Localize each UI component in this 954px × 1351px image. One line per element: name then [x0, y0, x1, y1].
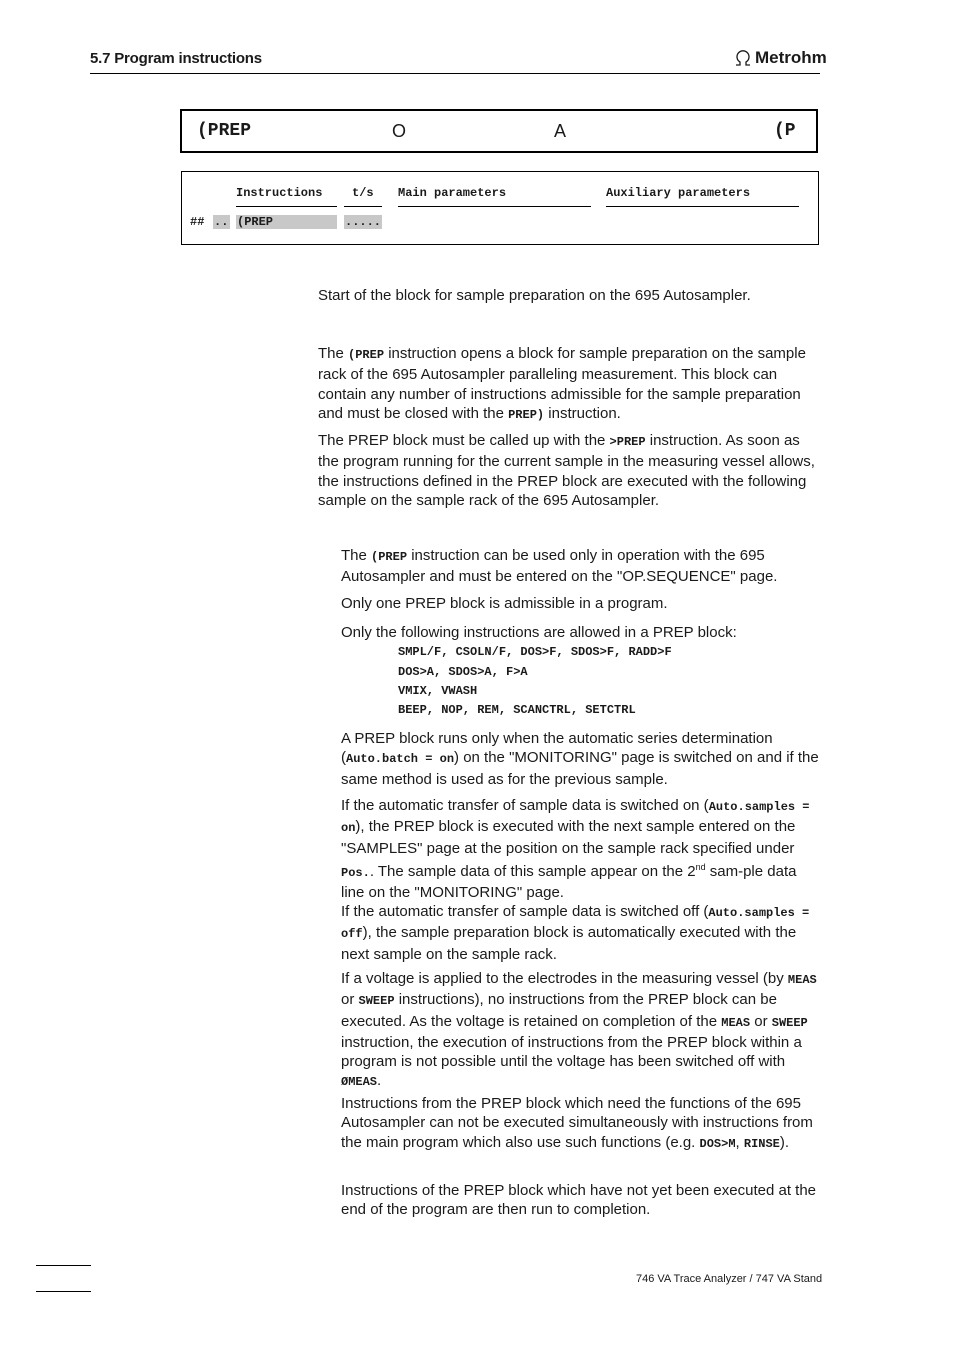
note-auto-samples-off: If the automatic transfer of sample data is switched off (Auto.samples = off), the sample preparation block is automatically executed with the next sample on the sample rack. — [341, 903, 810, 963]
row-ts: ..... — [345, 215, 382, 229]
note-one-block: Only one PREP block is admissible in a program. — [341, 595, 668, 612]
instruction-col-o: O — [392, 121, 407, 141]
omega-icon — [733, 49, 753, 67]
footer-rule — [36, 1291, 91, 1292]
code-line: SMPL/F, CSOLN/F, DOS>F, SDOS>F, RADD>F — [398, 645, 672, 659]
header-rule — [398, 206, 591, 207]
code-line: DOS>A, SDOS>A, F>A — [398, 665, 528, 679]
header-rule — [90, 73, 820, 74]
row-dots: .. — [214, 215, 229, 229]
section-title: 5.7 Program instructions — [90, 50, 262, 67]
note-simultaneous: Instructions from the PREP block which need the functions of the 695 Autosampler can not be executed simultaneously with instructions from the main program which also use such functions (e.g. DOS>M, RINSE). — [341, 1095, 813, 1151]
instruction-col-p: (P — [774, 121, 796, 141]
instruction-key-box — [180, 109, 818, 153]
paragraph-call: The PREP block must be called up with the >PREP instruction. As soon as the program running for the current sample in the measuring vessel allows, the instructions defined in the PREP block are executed with the following sample on the sample rack of the 695 Autosampler. — [318, 432, 815, 509]
note-completion: Instructions of the PREP block which have not yet been executed at the end of the program are then run to completion. — [341, 1182, 817, 1219]
footer-rule — [36, 1265, 91, 1266]
instruction-col-a: A — [554, 121, 567, 141]
header-rule — [606, 206, 799, 207]
note-auto-samples-on: If the automatic transfer of sample data is switched on (Auto.samples = on), the PREP block is executed with the next sample entered on the "SAMPLES" page at the position on the sample rack specified under Pos.. The sample data of this sample appear on the 2nd sam-ple data line on the "MONITORING" page. — [341, 797, 810, 902]
header-ts: t/s — [352, 186, 374, 200]
header-auxiliary-parameters: Auxiliary parameters — [606, 186, 751, 200]
row-number: ## — [190, 215, 205, 229]
instruction-table — [181, 171, 819, 245]
paragraph-description: The (PREP instruction opens a block for sample preparation on the sample rack of the 695 Autosampler paralleling measurement. This block can contain any number of instructions admissible for the sample preparation and must be closed with the PREP) instruction. — [318, 345, 806, 422]
code-line: BEEP, NOP, REM, SCANCTRL, SETCTRL — [398, 703, 636, 717]
metrohm-logo — [733, 48, 827, 68]
note-allowed: Only the following instructions are allowed in a PREP block: — [341, 624, 737, 641]
code-line: VMIX, VWASH — [398, 684, 478, 698]
note-batch: A PREP block runs only when the automatic series determination (Auto.batch = on) on the "MONITORING" page is switched on and if the same method is used as for the previous sample. — [341, 730, 819, 788]
header-instructions: Instructions — [236, 186, 323, 200]
note-voltage: If a voltage is applied to the electrodes in the measuring vessel (by MEAS or SWEEP instructions), no instructions from the PREP block can be executed. As the voltage is retained on completion of the MEAS or SWEEP instruction, the execution of instructions from the PREP block within a program is not possible until the voltage has been switched off with ØMEAS. — [341, 970, 817, 1090]
note-operation: The (PREP instruction can be used only in operation with the 695 Autosampler and must be entered on the "OP.SEQUENCE" page. — [341, 547, 778, 586]
header-rule — [344, 206, 382, 207]
header-main-parameters: Main parameters — [398, 186, 507, 200]
instruction-name: (PREP — [197, 121, 252, 141]
row-instruction: (PREP — [237, 215, 274, 229]
footer-product: 746 VA Trace Analyzer / 747 VA Stand — [636, 1273, 823, 1285]
paragraph-summary: Start of the block for sample preparation on the 695 Autosampler. — [318, 287, 751, 304]
logo-text: Metrohm — [755, 48, 827, 67]
header-rule — [236, 206, 337, 207]
